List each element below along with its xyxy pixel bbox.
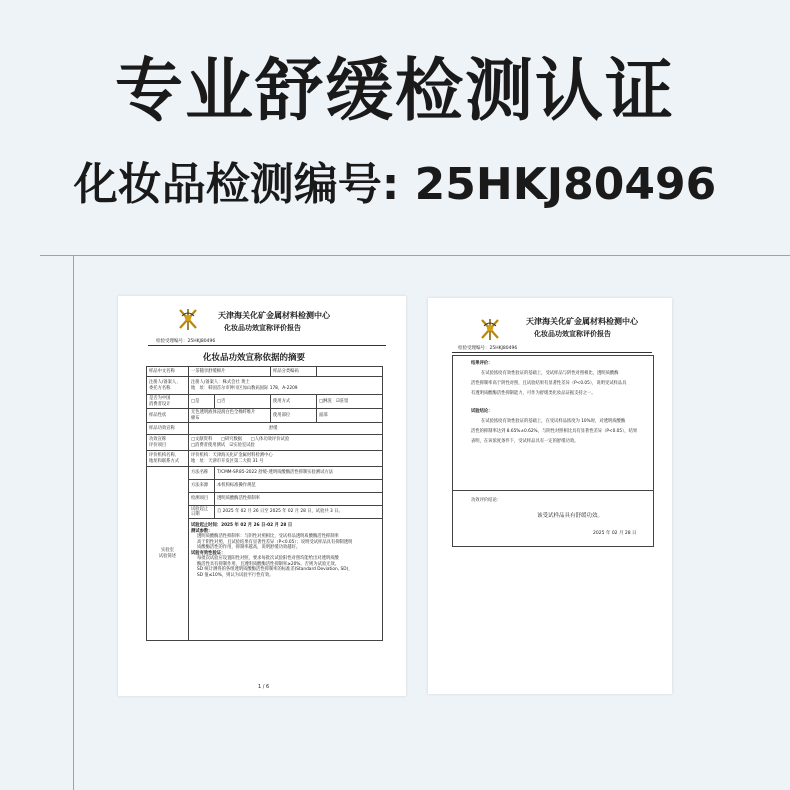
- option-leave-on: ☑驻留: [335, 398, 349, 404]
- report-page-1: [118, 296, 406, 696]
- narrative-line: 试验起止时间：2025 年 02 月 26 日-02 月 28 日: [191, 523, 293, 528]
- institution: 评价机构：天津海关化矿金属材料检测中心 地 址：天津市开发区第二大街 31 号: [189, 451, 383, 467]
- label-registrant: 注册人/备案人、 委托方名称: [147, 377, 189, 395]
- label-institution: 评价机构名称、 地址和联系方式: [147, 451, 189, 467]
- label-method-name: 方法名称: [189, 467, 215, 480]
- option-rinse: □淋洗: [319, 398, 332, 404]
- lab-name: 天津海关化矿金属材料检测中心: [218, 311, 330, 320]
- option-yes: □是: [189, 395, 215, 409]
- result-title: 结果评价：: [471, 361, 493, 366]
- test-item: 透明质酸酶活性抑制率: [215, 493, 383, 506]
- customs-emblem-icon: [478, 316, 502, 342]
- narrative-line: 测试参数：: [191, 528, 213, 534]
- acceptance-number: 检验受理编号：25HKJ80496: [458, 346, 518, 351]
- evaluation-items: □文献资料 □研究数据 □人体功效评价试验 □消费者使用测试 ☑实验室试验: [189, 435, 383, 451]
- test-narrative: [189, 519, 383, 641]
- label-evaluation-items: 功效宣称 评价项目: [147, 435, 189, 451]
- label-lab-test: 实验室 试验简述: [147, 467, 189, 641]
- header-rule: [148, 345, 386, 346]
- sample-state: 无色透明液体浸润白色全棉纤维片 棉布: [189, 409, 271, 423]
- result-line: 有透明质酸酶活性抑制能力，可作为舒缓类化妆品证据支持之一。: [471, 391, 596, 396]
- customs-emblem-icon: [176, 306, 200, 332]
- option-no: □否: [215, 395, 271, 409]
- report-title: 化妆品功效宣称评价报告: [224, 324, 301, 332]
- narrative-line: 酶活性具有抑制作用，且透明质酸酶活性抑制率≥20%，否则为试验无效。: [197, 561, 340, 567]
- label-usage: 使用方式: [271, 395, 317, 409]
- result-line: 在试验浓度有效性验证的基础上，受试样品与阴性对照相比，透明质酸酶: [481, 371, 619, 376]
- narrative-line: SD 值≤10%，则认为试验平行性有效。: [197, 572, 274, 578]
- label-test-dates: 试验起止日期: [189, 506, 215, 519]
- narrative-line: 质酸酶活性的作用，抑制率越高，说明舒缓功效越好。: [197, 545, 301, 550]
- results-box: [452, 355, 654, 547]
- label-method-source: 方法来源: [189, 480, 215, 493]
- conclusion-line: 活性的抑制率达到 8.65%±0.62%，与阴性对照相比具有显著性差异（P<0.05），结果: [471, 429, 638, 434]
- report-title: 化妆品功效宣称评价报告: [534, 330, 611, 338]
- narrative-line: 每批次试验应设置阳性对照，要求每批次试验阳性对照均能给出对透明质酸: [197, 556, 339, 561]
- label-efficacy-claim: 样品功效宣称: [147, 423, 189, 435]
- label-category-code: 样品分类编码: [271, 367, 317, 377]
- result-evaluation: [471, 359, 651, 447]
- vertical-divider: [73, 255, 74, 790]
- usage-area: 面部: [317, 409, 383, 423]
- page-number: 1 / 6: [258, 684, 270, 690]
- registrant: 注册人/备案人：株式会社 黄土 地 址：韩国首尔市钟川区加山数码国际 178，A-2209: [189, 377, 383, 395]
- label-sample-name: 样品中文名称: [147, 367, 189, 377]
- conclusion-title: 试验结论：: [471, 409, 493, 414]
- category-code: [317, 367, 383, 377]
- narrative-line: 试验有效性验证：: [191, 550, 226, 556]
- header-rule: [452, 352, 652, 353]
- conclusion-line: 在试验浓度有效性验证的基础上，在受试样品浓度为 10%时，对透明质酸酶: [481, 419, 626, 424]
- narrative-line: 透明质酸酶活性抑制率：与阴性对照相比，受试样品透明质酸酶活性抑制率: [197, 534, 339, 539]
- horizontal-divider: [40, 255, 790, 256]
- cosmetic-test-number: 化妆品检测编号: 25HKJ80496: [73, 159, 717, 210]
- label-usage-area: 使用部位: [271, 409, 317, 423]
- report-page-2: [428, 298, 672, 694]
- acceptance-number: 检验受理编号：25HKJ80496: [156, 339, 216, 344]
- sample-name: 一茶随享舒缓棉片: [189, 367, 271, 377]
- method-source: 本机构标准操作规范: [215, 480, 383, 493]
- efficacy-claim: 舒缓: [189, 423, 383, 435]
- label-china-design: 是否为中国 消费者设计: [147, 395, 189, 409]
- test-dates: 自 2025 年 02 月 26 日至 2025 年 02 月 28 日，试验共 3 日。: [215, 506, 383, 519]
- summary-title: 化妆品功效宣称依据的摘要: [203, 353, 306, 363]
- narrative-line: SD 统计测得的各组透明质酸酶活性抑制率的标准差(Standard Deviation, SD)，: [197, 567, 353, 572]
- lab-name: 天津海关化矿金属材料检测中心: [526, 317, 638, 326]
- label-test-item: 检测项目: [189, 493, 215, 506]
- result-line: 活性抑制率高于阴性对照，且试验结果有显著性差异（P<0.05），说明受试样品具: [471, 381, 627, 386]
- label-sample-state: 样品性状: [147, 409, 189, 423]
- narrative-line: 高于阴性对照，且试验结果有显著性差异（P<0.05）；说明受试样品具有抑制透明: [197, 539, 353, 545]
- efficacy-opinion: 该受试样品具有舒缓功效。: [537, 513, 604, 519]
- method-name: T/CMM-SP.85-2022 舒缓-透明质酸酶活性抑制实验测试方法: [215, 467, 383, 480]
- opinion-title: 功效评价结论：: [471, 498, 502, 503]
- summary-table: [146, 366, 383, 641]
- headline: 专业舒缓检测认证: [114, 52, 675, 131]
- report-date: 2025 年 02 月 28 日: [593, 531, 637, 536]
- conclusion-line: 表明，在该浓度条件下，受试样品具有一定的舒缓功效。: [471, 439, 579, 444]
- usage-options: [317, 395, 383, 409]
